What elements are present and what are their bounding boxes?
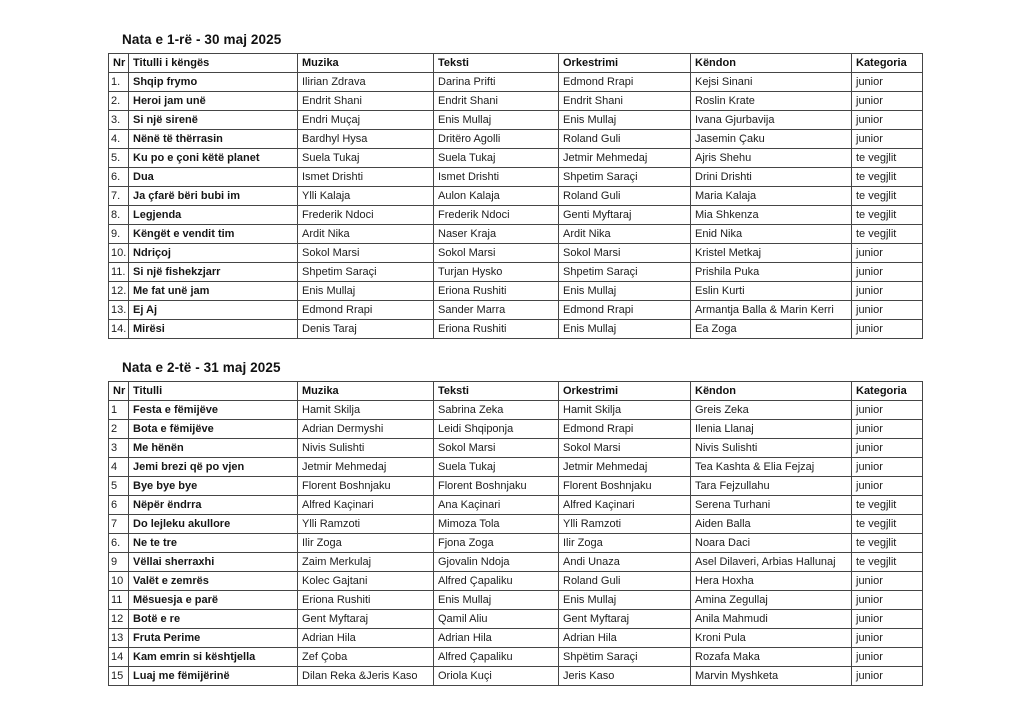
cell-titulli: Fruta Perime — [129, 629, 298, 648]
cell-muzika: Kolec Gajtani — [298, 572, 434, 591]
cell-teksti: Ana Kaçinari — [434, 496, 559, 515]
cell-kendon: Rozafa Maka — [691, 648, 852, 667]
table-row — [109, 629, 923, 648]
cell-kendon: Amina Zegullaj — [691, 591, 852, 610]
cell-nr: 6. — [109, 534, 129, 553]
cell-nr: 14 — [109, 648, 129, 667]
cell-muzika: Ylli Ramzoti — [298, 515, 434, 534]
cell-nr: 11. — [109, 263, 129, 282]
table-row — [109, 420, 923, 439]
cell-titulli: Nëpër ëndrra — [129, 496, 298, 515]
cell-kendon: Aiden Balla — [691, 515, 852, 534]
cell-titulli: Me fat unë jam — [129, 282, 298, 301]
table-row — [109, 458, 923, 477]
cell-kategoria: te vegjlit — [852, 206, 923, 225]
cell-nr: 8. — [109, 206, 129, 225]
table-row — [109, 206, 923, 225]
cell-muzika: Nivis Sulishti — [298, 439, 434, 458]
cell-titulli: Ej Aj — [129, 301, 298, 320]
cell-muzika: Adrian Hila — [298, 629, 434, 648]
cell-orkestrimi: Alfred Kaçinari — [559, 496, 691, 515]
cell-kategoria: junior — [852, 111, 923, 130]
cell-orkestrimi: Enis Mullaj — [559, 591, 691, 610]
cell-kategoria: junior — [852, 667, 923, 686]
cell-kategoria: junior — [852, 477, 923, 496]
table-header-row — [109, 54, 923, 73]
cell-orkestrimi: Jetmir Mehmedaj — [559, 149, 691, 168]
cell-titulli: Si një sirenë — [129, 111, 298, 130]
cell-kategoria: te vegjlit — [852, 187, 923, 206]
cell-orkestrimi: Enis Mullaj — [559, 320, 691, 339]
cell-kategoria: te vegjlit — [852, 168, 923, 187]
table-header-row — [109, 382, 923, 401]
column-header-muzika: Muzika — [298, 382, 434, 401]
table-row — [109, 496, 923, 515]
cell-teksti: Alfred Çapaliku — [434, 572, 559, 591]
cell-kategoria: junior — [852, 610, 923, 629]
cell-muzika: Endri Muçaj — [298, 111, 434, 130]
column-header-nr: Nr — [109, 54, 129, 73]
cell-kategoria: junior — [852, 458, 923, 477]
table-row — [109, 591, 923, 610]
table-row — [109, 477, 923, 496]
cell-muzika: Shpetim Saraçi — [298, 263, 434, 282]
column-header-muzika: Muzika — [298, 54, 434, 73]
table-row — [109, 187, 923, 206]
cell-orkestrimi: Sokol Marsi — [559, 244, 691, 263]
cell-nr: 15 — [109, 667, 129, 686]
cell-muzika: Frederik Ndoci — [298, 206, 434, 225]
cell-nr: 12. — [109, 282, 129, 301]
cell-nr: 4 — [109, 458, 129, 477]
cell-orkestrimi: Shpetim Saraçi — [559, 263, 691, 282]
column-header-orkestrimi: Orkestrimi — [559, 382, 691, 401]
column-header-teksti: Teksti — [434, 382, 559, 401]
cell-kategoria: junior — [852, 244, 923, 263]
cell-nr: 14. — [109, 320, 129, 339]
cell-titulli: Ne te tre — [129, 534, 298, 553]
cell-titulli: Do lejleku akullore — [129, 515, 298, 534]
cell-kendon: Kristel Metkaj — [691, 244, 852, 263]
cell-kategoria: junior — [852, 591, 923, 610]
cell-kategoria: junior — [852, 648, 923, 667]
cell-kategoria: junior — [852, 263, 923, 282]
cell-teksti: Turjan Hysko — [434, 263, 559, 282]
cell-orkestrimi: Florent Boshnjaku — [559, 477, 691, 496]
column-header-kendon: Këndon — [691, 382, 852, 401]
cell-muzika: Dilan Reka &Jeris Kaso — [298, 667, 434, 686]
column-header-nr: Nr — [109, 382, 129, 401]
cell-orkestrimi: Roland Guli — [559, 187, 691, 206]
cell-titulli: Valët e zemrës — [129, 572, 298, 591]
cell-kendon: Roslin Krate — [691, 92, 852, 111]
column-header-titulli: Titulli — [129, 382, 298, 401]
cell-kendon: Noara Daci — [691, 534, 852, 553]
cell-muzika: Ismet Drishti — [298, 168, 434, 187]
cell-nr: 12 — [109, 610, 129, 629]
table-header-row — [109, 54, 923, 73]
cell-teksti: Eriona Rushiti — [434, 320, 559, 339]
table-row — [109, 111, 923, 130]
cell-orkestrimi: Andi Unaza — [559, 553, 691, 572]
cell-nr: 2 — [109, 420, 129, 439]
cell-teksti: Leidi Shqiponja — [434, 420, 559, 439]
cell-kendon: Serena Turhani — [691, 496, 852, 515]
cell-nr: 9. — [109, 225, 129, 244]
cell-kendon: Greis Zeka — [691, 401, 852, 420]
cell-teksti: Fjona Zoga — [434, 534, 559, 553]
cell-kategoria: junior — [852, 320, 923, 339]
cell-muzika: Denis Taraj — [298, 320, 434, 339]
table-row — [109, 282, 923, 301]
table-row — [109, 648, 923, 667]
night-2-title: Nata e 2-të - 31 maj 2025 — [122, 360, 281, 375]
cell-titulli: Bota e fëmijëve — [129, 420, 298, 439]
cell-orkestrimi: Enis Mullaj — [559, 282, 691, 301]
cell-titulli: Botë e re — [129, 610, 298, 629]
cell-orkestrimi: Roland Guli — [559, 130, 691, 149]
cell-orkestrimi: Enis Mullaj — [559, 111, 691, 130]
cell-orkestrimi: Roland Guli — [559, 572, 691, 591]
cell-nr: 7 — [109, 515, 129, 534]
column-header-kategoria: Kategoria — [852, 54, 923, 73]
cell-teksti: Dritëro Agolli — [434, 130, 559, 149]
cell-nr: 1. — [109, 73, 129, 92]
cell-nr: 13. — [109, 301, 129, 320]
cell-muzika: Bardhyl Hysa — [298, 130, 434, 149]
cell-nr: 2. — [109, 92, 129, 111]
cell-teksti: Frederik Ndoci — [434, 206, 559, 225]
table-row — [109, 168, 923, 187]
cell-kategoria: junior — [852, 130, 923, 149]
cell-nr: 1 — [109, 401, 129, 420]
cell-nr: 11 — [109, 591, 129, 610]
cell-titulli: Kam emrin si kështjella — [129, 648, 298, 667]
cell-muzika: Zaim Merkulaj — [298, 553, 434, 572]
cell-titulli: Këngët e vendit tim — [129, 225, 298, 244]
cell-nr: 7. — [109, 187, 129, 206]
cell-kendon: Enid Nika — [691, 225, 852, 244]
table-row — [109, 667, 923, 686]
cell-muzika: Gent Myftaraj — [298, 610, 434, 629]
cell-muzika: Florent Boshnjaku — [298, 477, 434, 496]
cell-kendon: Nivis Sulishti — [691, 439, 852, 458]
cell-orkestrimi: Genti Myftaraj — [559, 206, 691, 225]
cell-kategoria: te vegjlit — [852, 553, 923, 572]
cell-kategoria: junior — [852, 73, 923, 92]
cell-teksti: Sokol Marsi — [434, 439, 559, 458]
cell-nr: 10. — [109, 244, 129, 263]
cell-kendon: Tea Kashta & Elia Fejzaj — [691, 458, 852, 477]
cell-muzika: Adrian Dermyshi — [298, 420, 434, 439]
cell-teksti: Enis Mullaj — [434, 111, 559, 130]
column-header-orkestrimi: Orkestrimi — [559, 54, 691, 73]
table-row — [109, 439, 923, 458]
cell-kategoria: te vegjlit — [852, 225, 923, 244]
cell-kendon: Ajris Shehu — [691, 149, 852, 168]
cell-muzika: Zef Çoba — [298, 648, 434, 667]
cell-kategoria: junior — [852, 572, 923, 591]
cell-orkestrimi: Edmond Rrapi — [559, 420, 691, 439]
table-row — [109, 515, 923, 534]
cell-teksti: Aulon Kalaja — [434, 187, 559, 206]
cell-kendon: Tara Fejzullahu — [691, 477, 852, 496]
cell-teksti: Darina Prifti — [434, 73, 559, 92]
cell-titulli: Dua — [129, 168, 298, 187]
cell-orkestrimi: Sokol Marsi — [559, 439, 691, 458]
table-row — [109, 73, 923, 92]
cell-nr: 4. — [109, 130, 129, 149]
cell-teksti: Florent Boshnjaku — [434, 477, 559, 496]
cell-muzika: Ilir Zoga — [298, 534, 434, 553]
cell-titulli: Shqip frymo — [129, 73, 298, 92]
cell-muzika: Eriona Rushiti — [298, 591, 434, 610]
cell-titulli: Me hënën — [129, 439, 298, 458]
table-row — [109, 610, 923, 629]
night-1-table — [108, 53, 923, 339]
cell-nr: 9 — [109, 553, 129, 572]
cell-kendon: Kejsi Sinani — [691, 73, 852, 92]
cell-orkestrimi: Ilir Zoga — [559, 534, 691, 553]
cell-orkestrimi: Shpëtim Saraçi — [559, 648, 691, 667]
cell-teksti: Sander Marra — [434, 301, 559, 320]
cell-teksti: Naser Kraja — [434, 225, 559, 244]
cell-kendon: Marvin Myshketa — [691, 667, 852, 686]
cell-titulli: Ndriçoj — [129, 244, 298, 263]
cell-orkestrimi: Ylli Ramzoti — [559, 515, 691, 534]
cell-teksti: Adrian Hila — [434, 629, 559, 648]
cell-orkestrimi: Edmond Rrapi — [559, 73, 691, 92]
cell-titulli: Vëllai sherraxhi — [129, 553, 298, 572]
cell-kategoria: te vegjlit — [852, 534, 923, 553]
cell-kendon: Eslin Kurti — [691, 282, 852, 301]
cell-kendon: Asel Dilaveri, Arbias Hallunaj — [691, 553, 852, 572]
column-header-titulli: Titulli i këngës — [129, 54, 298, 73]
cell-muzika: Alfred Kaçinari — [298, 496, 434, 515]
cell-kendon: Armantja Balla & Marin Kerri — [691, 301, 852, 320]
cell-teksti: Suela Tukaj — [434, 458, 559, 477]
cell-muzika: Hamit Skilja — [298, 401, 434, 420]
cell-titulli: Legjenda — [129, 206, 298, 225]
cell-kendon: Ivana Gjurbavija — [691, 111, 852, 130]
cell-kendon: Hera Hoxha — [691, 572, 852, 591]
table-row — [109, 401, 923, 420]
cell-kategoria: junior — [852, 420, 923, 439]
cell-kategoria: te vegjlit — [852, 496, 923, 515]
cell-titulli: Nënë të thërrasin — [129, 130, 298, 149]
cell-titulli: Bye bye bye — [129, 477, 298, 496]
cell-nr: 3. — [109, 111, 129, 130]
cell-kendon: Anila Mahmudi — [691, 610, 852, 629]
cell-teksti: Qamil Aliu — [434, 610, 559, 629]
cell-titulli: Luaj me fëmijërinë — [129, 667, 298, 686]
cell-teksti: Eriona Rushiti — [434, 282, 559, 301]
table-row — [109, 225, 923, 244]
table-row — [109, 301, 923, 320]
cell-nr: 13 — [109, 629, 129, 648]
cell-kendon: Drini Drishti — [691, 168, 852, 187]
cell-titulli: Si një fishekzjarr — [129, 263, 298, 282]
night-1-title: Nata e 1-rë - 30 maj 2025 — [122, 32, 282, 47]
cell-muzika: Suela Tukaj — [298, 149, 434, 168]
cell-teksti: Suela Tukaj — [434, 149, 559, 168]
cell-teksti: Enis Mullaj — [434, 591, 559, 610]
cell-muzika: Sokol Marsi — [298, 244, 434, 263]
cell-orkestrimi: Shpetim Saraçi — [559, 168, 691, 187]
column-header-kendon: Këndon — [691, 54, 852, 73]
cell-titulli: Mësuesja e parë — [129, 591, 298, 610]
table-header-row — [109, 382, 923, 401]
cell-orkestrimi: Endrit Shani — [559, 92, 691, 111]
cell-muzika: Endrit Shani — [298, 92, 434, 111]
cell-nr: 6. — [109, 168, 129, 187]
cell-kendon: Ilenia Llanaj — [691, 420, 852, 439]
cell-orkestrimi: Hamit Skilja — [559, 401, 691, 420]
cell-kategoria: junior — [852, 282, 923, 301]
table-row — [109, 534, 923, 553]
cell-kendon: Jasemin Çaku — [691, 130, 852, 149]
cell-kategoria: junior — [852, 629, 923, 648]
cell-kategoria: junior — [852, 439, 923, 458]
cell-titulli: Jemi brezi që po vjen — [129, 458, 298, 477]
cell-orkestrimi: Gent Myftaraj — [559, 610, 691, 629]
cell-nr: 10 — [109, 572, 129, 591]
cell-orkestrimi: Edmond Rrapi — [559, 301, 691, 320]
cell-orkestrimi: Ardit Nika — [559, 225, 691, 244]
cell-nr: 3 — [109, 439, 129, 458]
cell-kendon: Ea Zoga — [691, 320, 852, 339]
table-row — [109, 244, 923, 263]
cell-titulli: Mirësi — [129, 320, 298, 339]
cell-teksti: Oriola Kuçi — [434, 667, 559, 686]
night-2-table — [108, 381, 923, 686]
cell-muzika: Ilirian Zdrava — [298, 73, 434, 92]
cell-titulli: Ku po e çoni këtë planet — [129, 149, 298, 168]
table-row — [109, 572, 923, 591]
cell-teksti: Alfred Çapaliku — [434, 648, 559, 667]
cell-kendon: Maria Kalaja — [691, 187, 852, 206]
cell-kategoria: junior — [852, 92, 923, 111]
column-header-teksti: Teksti — [434, 54, 559, 73]
cell-titulli: Ja çfarë bëri bubi im — [129, 187, 298, 206]
cell-nr: 6 — [109, 496, 129, 515]
cell-nr: 5 — [109, 477, 129, 496]
cell-nr: 5. — [109, 149, 129, 168]
table-row — [109, 130, 923, 149]
table-row — [109, 149, 923, 168]
cell-teksti: Endrit Shani — [434, 92, 559, 111]
table-row — [109, 553, 923, 572]
cell-kategoria: te vegjlit — [852, 515, 923, 534]
cell-kategoria: junior — [852, 301, 923, 320]
cell-muzika: Ylli Kalaja — [298, 187, 434, 206]
cell-teksti: Sokol Marsi — [434, 244, 559, 263]
cell-teksti: Sabrina Zeka — [434, 401, 559, 420]
cell-orkestrimi: Jeris Kaso — [559, 667, 691, 686]
cell-kendon: Prishila Puka — [691, 263, 852, 282]
cell-orkestrimi: Jetmir Mehmedaj — [559, 458, 691, 477]
cell-muzika: Ardit Nika — [298, 225, 434, 244]
column-header-kategoria: Kategoria — [852, 382, 923, 401]
table-row — [109, 320, 923, 339]
cell-kategoria: te vegjlit — [852, 149, 923, 168]
cell-kategoria: junior — [852, 401, 923, 420]
cell-kendon: Mia Shkenza — [691, 206, 852, 225]
cell-titulli: Festa e fëmijëve — [129, 401, 298, 420]
table-row — [109, 263, 923, 282]
cell-orkestrimi: Adrian Hila — [559, 629, 691, 648]
cell-muzika: Jetmir Mehmedaj — [298, 458, 434, 477]
cell-teksti: Gjovalin Ndoja — [434, 553, 559, 572]
cell-titulli: Heroi jam unë — [129, 92, 298, 111]
cell-teksti: Mimoza Tola — [434, 515, 559, 534]
cell-kendon: Kroni Pula — [691, 629, 852, 648]
table-row — [109, 92, 923, 111]
cell-teksti: Ismet Drishti — [434, 168, 559, 187]
cell-muzika: Enis Mullaj — [298, 282, 434, 301]
cell-muzika: Edmond Rrapi — [298, 301, 434, 320]
